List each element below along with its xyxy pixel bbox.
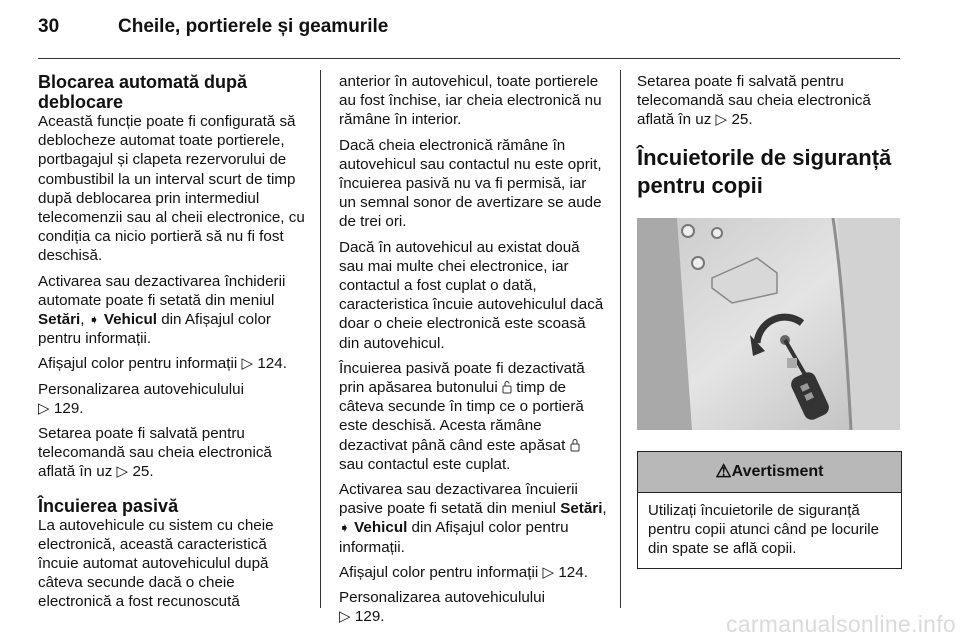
cross-reference[interactable]: Personalizarea autovehiculului ▷ 129. bbox=[38, 380, 245, 417]
page-ref-icon: ▷ bbox=[116, 463, 129, 481]
warning-box bbox=[637, 451, 902, 569]
page-number: 30 bbox=[38, 16, 60, 37]
section-heading-passive-lock: Încuierea pasivă bbox=[38, 495, 179, 516]
cross-reference[interactable]: Afișajul color pentru informații ▷ 124. bbox=[38, 355, 287, 373]
lock-button-icon bbox=[570, 438, 580, 452]
menu-setari: Setări bbox=[38, 311, 81, 329]
page-ref-icon: ▷ bbox=[241, 355, 254, 373]
paragraph: anterior în autovehicul, toate portierele au fost închise, iar cheia electronică nu rămâne în interior. bbox=[339, 73, 602, 129]
paragraph: Această funcție poate fi configurată să deblocheze automat toate portierele, portbagajul și clapeta rezervorului de combustibil la un interval scurt de timp după deblocarea prin intermediul telecomenzii sau al cheii electronice, cu condiția ca nicio portieră să nu fi fost deschisă. bbox=[38, 113, 305, 265]
arrow-icon: ➧ bbox=[88, 312, 100, 328]
page-ref-icon: ▷ bbox=[715, 111, 728, 129]
watermark: carmanualsonline.info bbox=[725, 611, 956, 637]
section-heading-auto-lock: Blocarea automată după deblocare bbox=[38, 72, 248, 112]
cross-reference[interactable]: Afișajul color pentru informații ▷ 124. bbox=[339, 563, 588, 581]
menu-setari: Setări bbox=[560, 500, 603, 518]
section-heading-child-locks: Încuietorile de siguranță pentru copii bbox=[637, 144, 892, 198]
warning-header bbox=[638, 452, 901, 493]
unlock-button-icon bbox=[502, 380, 512, 394]
warning-text: Utilizați încuietorile de siguranță pentru copii atunci când pe locurile din spate se află copii. bbox=[648, 501, 879, 557]
warning-title: Avertisment bbox=[731, 463, 824, 481]
paragraph: Dacă cheia electronică rămâne în autovehicul sau contactul nu este oprit, încuierea pasivă nu va fi permisă, iar un semnal sonor de avertizare se aude de trei ori. bbox=[339, 136, 602, 231]
column-1 bbox=[38, 72, 310, 618]
page-ref-icon: ▷ bbox=[38, 399, 50, 417]
paragraph: Dacă în autovehicul au existat două sau mai multe chei electronice, iar contactul a fost cuplat o dată, caracteristica încuie autovehiculul dacă doar o cheie electronică este scoasă din autovehicul. bbox=[339, 238, 604, 352]
page-ref-icon: ▷ bbox=[542, 563, 555, 581]
page-ref-icon: ▷ bbox=[339, 608, 351, 626]
header-rule bbox=[38, 58, 900, 59]
paragraph: Activarea sau dezactivarea încuierii pasive poate fi setată din meniul Setări, ➧ Vehicul din Afișajul color pentru informații. bbox=[339, 481, 607, 556]
column-3 bbox=[637, 72, 902, 569]
menu-vehicul: Vehicul bbox=[354, 519, 408, 537]
chapter-title: Cheile, portierele și geamurile bbox=[118, 16, 389, 37]
child-lock-photo bbox=[637, 218, 900, 430]
arrow-icon: ➧ bbox=[339, 520, 350, 536]
cross-reference[interactable]: Personalizarea autovehiculului ▷ 129. bbox=[339, 589, 546, 626]
menu-vehicul: Vehicul bbox=[103, 311, 157, 329]
paragraph: Activarea sau dezactivarea închiderii automate poate fi setată din meniul Setări, ➧ Vehicul din Afișajul color pentru informații. bbox=[38, 272, 286, 348]
column-divider bbox=[620, 70, 621, 608]
column-divider bbox=[320, 70, 321, 608]
paragraph: Setarea poate fi salvată pentru telecomandă sau cheia electronică aflată în uz ▷ 25. bbox=[38, 425, 272, 481]
warning-icon: ⚠ bbox=[715, 461, 732, 482]
paragraph: La autovehicule cu sistem cu cheie electronică, această caracteristică încuie automat autovehiculul după câteva secunde dacă o cheie electronică a fost recunoscută bbox=[38, 516, 274, 611]
paragraph: Setarea poate fi salvată pentru telecomandă sau cheia electronică aflată în uz ▷ 25. bbox=[637, 73, 871, 129]
column-2 bbox=[339, 72, 607, 632]
paragraph: Încuierea pasivă poate fi dezactivată prin apăsarea butonului timp de câteva secunde în timp ce o portieră este deschisă. Acesta rămâne dezactivat până când este apăsat sau contactul este cuplat. bbox=[339, 359, 585, 473]
